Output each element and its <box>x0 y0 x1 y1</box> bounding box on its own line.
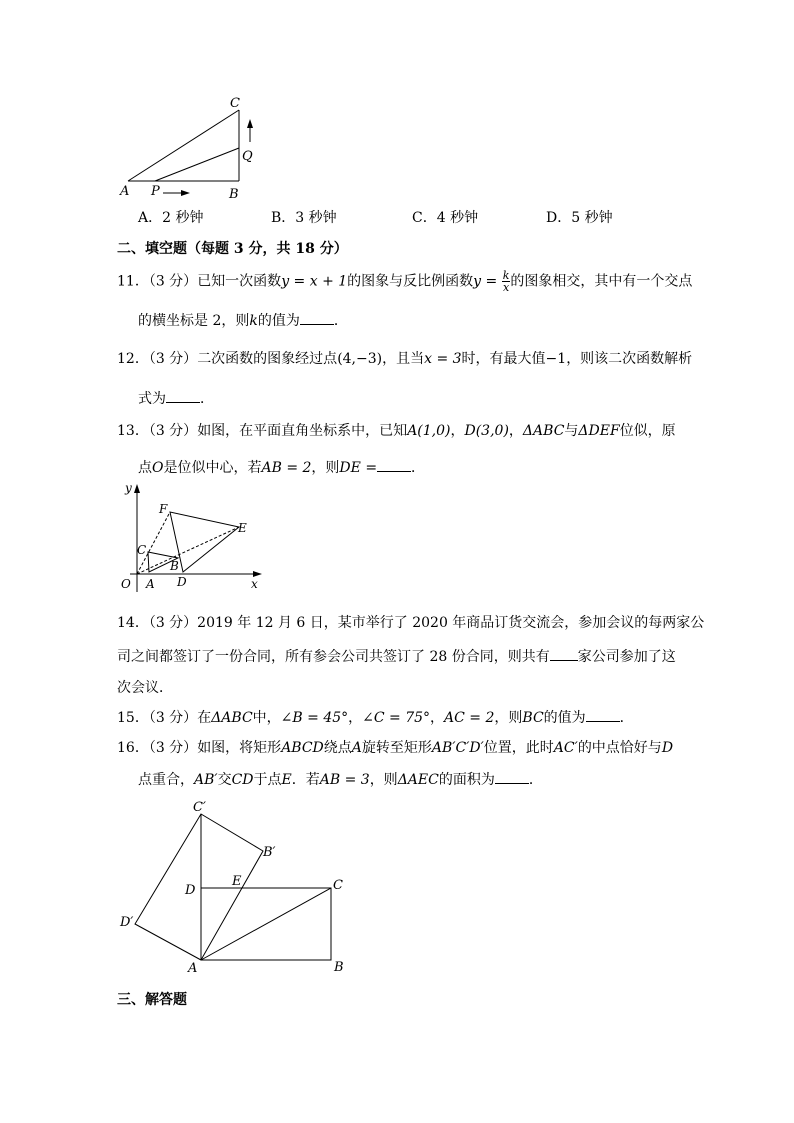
q13-line2: 点O是位似中心，若AB = 2，则DE = ． <box>138 457 425 477</box>
label-A: A <box>188 961 198 976</box>
figure-homothety <box>115 480 265 595</box>
q14-line2: 司之间都签订了一份合同，所有参会公司共签订了 28 份合同，则共有 家公司参加了这 <box>117 646 676 666</box>
q14-line3: 次会议． <box>117 680 173 696</box>
answer-blank <box>550 646 578 661</box>
label-A: A <box>146 577 155 591</box>
label-C-prime: C′ <box>193 800 206 815</box>
fraction-k-over-x: $\frac{k}{x}$ <box>502 269 510 294</box>
label-F: F <box>159 502 168 516</box>
label-C: C <box>137 543 147 557</box>
option-d: D．5 秒钟 <box>546 210 613 226</box>
q15-line: 15．（3 分）在ΔABC中，∠B = 45°，∠C = 75°，AC = 2，则BC的值为 ． <box>117 707 634 727</box>
label-E: E <box>232 874 242 889</box>
label-B: B <box>170 559 179 573</box>
label-B: B <box>334 960 344 975</box>
label-Q: Q <box>242 149 253 164</box>
figure-moving-points <box>115 92 275 204</box>
q11-line2: 的横坐标是 2，则k的值为 ． <box>138 310 348 330</box>
label-B: B <box>229 187 239 202</box>
answer-blank <box>166 388 200 403</box>
label-D: D <box>177 575 187 589</box>
label-B-prime: B′ <box>263 845 276 860</box>
q12-line1: 12．（3 分）二次函数的图象经过点(4,−3)，且当x = 3时，有最大值−1，则该二次函数解析 <box>117 351 693 367</box>
label-y: y <box>125 481 132 495</box>
label-A: A <box>120 184 130 199</box>
label-C: C <box>333 878 343 893</box>
label-O: O <box>121 577 131 591</box>
section3-title: 三、解答题 <box>117 992 187 1008</box>
answer-blank <box>300 310 334 325</box>
q16-line2: 点重合，AB′交CD于点E．若AB = 3，则ΔAEC的面积为 ． <box>138 769 543 789</box>
option-c: C．4 秒钟 <box>412 210 479 226</box>
label-P: P <box>151 184 160 199</box>
label-D: D <box>185 883 196 898</box>
label-x: x <box>251 577 258 591</box>
option-b: B．3 秒钟 <box>271 210 337 226</box>
answer-blank <box>377 457 411 472</box>
q13-line1: 13．（3 分）如图，在平面直角坐标系中，已知A(1,0)，D(3,0)，ΔABC与ΔDEF位似，原 <box>117 423 676 439</box>
answer-blank <box>495 769 529 784</box>
option-a: A．2 秒钟 <box>138 210 204 226</box>
answer-blank <box>586 707 620 722</box>
section2-title: 二、填空题（每题 3 分，共 18 分） <box>117 241 348 257</box>
label-D-prime: D′ <box>120 915 134 930</box>
q16-line1: 16．（3 分）如图，将矩形ABCD绕点A旋转至矩形AB′C′D′位置，此时AC′的中点恰好与D <box>117 740 674 756</box>
figure-rotated-rectangle <box>115 798 355 978</box>
label-C: C <box>230 96 240 111</box>
q11-line1: 11．（3 分）已知一次函数y = x + 1的图象与反比例函数y = $\frac{k}{x}$ 的图象相交，其中有一个交点 <box>117 269 693 294</box>
q12-line2: 式为 ． <box>138 388 214 408</box>
q14-line1: 14．（3 分）2019 年 12 月 6 日，某市举行了 2020 年商品订货交流会，参加会议的每两家公 <box>117 615 705 631</box>
label-E: E <box>238 521 247 535</box>
